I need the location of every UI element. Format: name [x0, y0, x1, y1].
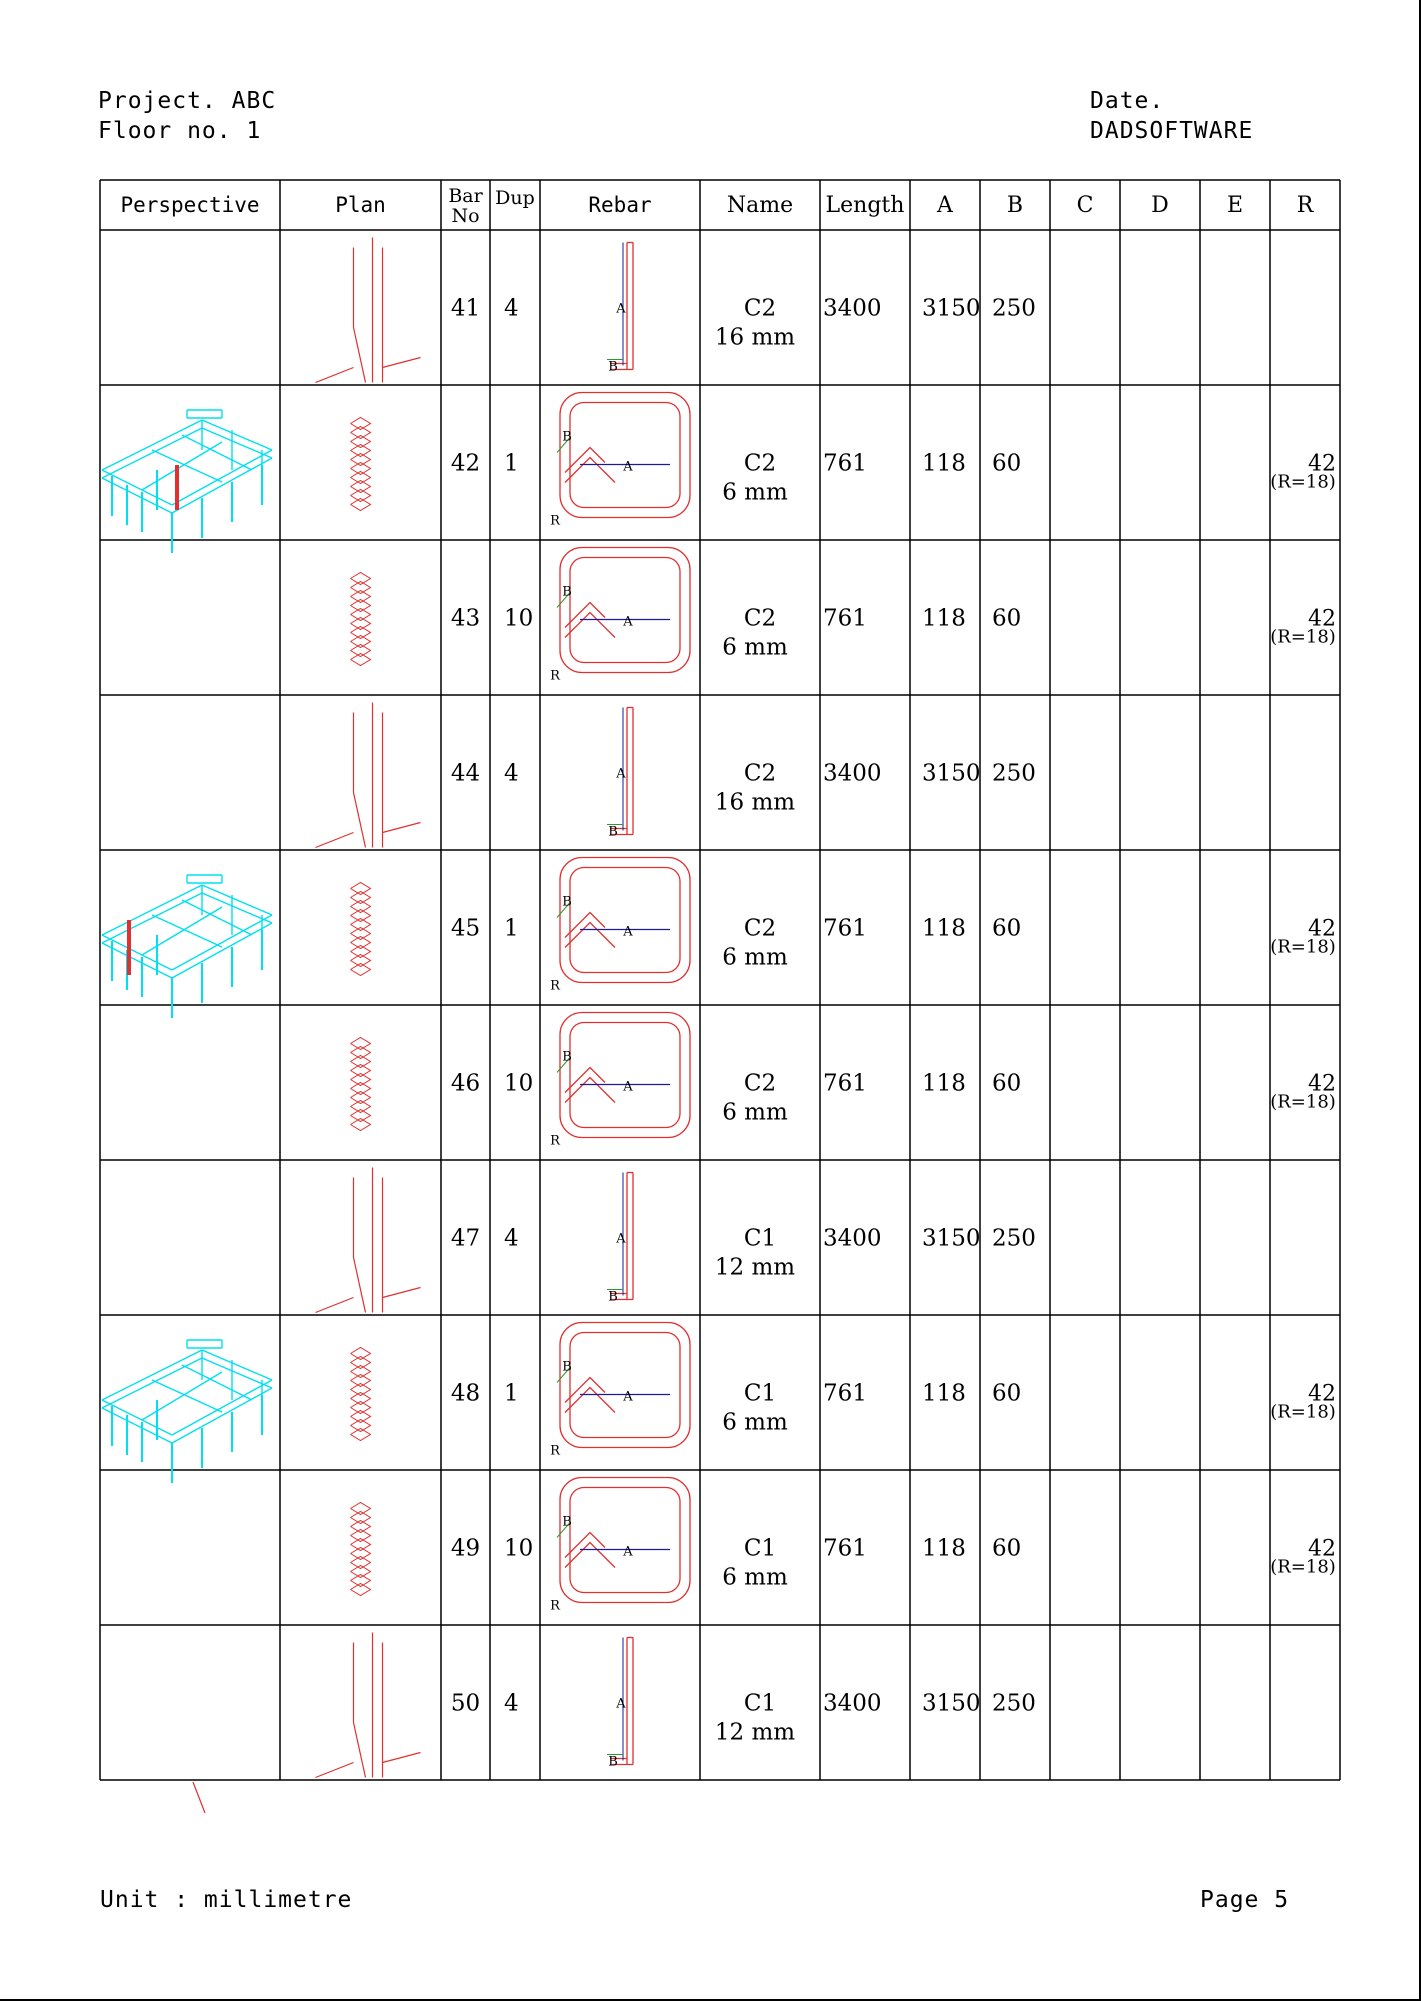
cell-bar-no: 43: [450, 605, 481, 632]
plan-tie: [351, 636, 371, 648]
plan-line: [383, 358, 421, 368]
cell-bar-no: 46: [450, 1070, 481, 1097]
plan-tie: [351, 1503, 371, 1515]
cell-dup: 1: [504, 450, 519, 477]
cell-diameter: 6 mm: [722, 479, 788, 506]
plan-tie-stack: [351, 1503, 371, 1596]
cell-dup: 10: [504, 1070, 534, 1097]
structure-beam: [182, 435, 252, 470]
plan-tie: [351, 1530, 371, 1542]
table-grid: [100, 180, 1340, 1780]
plan-tie: [351, 418, 371, 430]
plan-tie: [351, 1548, 371, 1560]
cell-dup: 10: [504, 1535, 534, 1562]
cell-name: C2: [743, 1070, 777, 1097]
cell-a: 3150: [922, 1225, 981, 1252]
plan-line: [354, 1258, 366, 1313]
structure-beam: [202, 885, 272, 915]
plan-tie: [351, 892, 371, 904]
plan-tie: [351, 1366, 371, 1378]
plan-line: [354, 1723, 366, 1778]
plan-tie: [351, 1539, 371, 1551]
company-label: DADSOFTWARE: [1090, 118, 1254, 144]
rebar-shape-l: [607, 1173, 633, 1305]
cell-a: 118: [922, 1380, 966, 1407]
plan-tie: [351, 883, 371, 895]
cell-name: C2: [743, 915, 777, 942]
cell-b: 250: [992, 295, 1036, 322]
structure-beam: [202, 420, 272, 450]
plan-tie: [351, 1521, 371, 1533]
plan-line: [316, 1298, 354, 1313]
cell-a: 3150: [922, 295, 981, 322]
table-row: [102, 393, 1336, 554]
plan-line: [316, 1763, 354, 1778]
plan-tie: [351, 436, 371, 448]
plan-tie: [351, 946, 371, 958]
stray-mark: [193, 1782, 205, 1813]
plan-tie: [351, 499, 371, 511]
plan-tie: [351, 1047, 371, 1059]
plan-tie: [351, 1411, 371, 1423]
table-row: [351, 1013, 1337, 1149]
tie-hook: [565, 913, 605, 938]
tie-hook: [565, 1388, 615, 1413]
plan-tie: [351, 964, 371, 976]
table-row: [102, 1323, 1336, 1484]
plan-tie: [351, 472, 371, 484]
rebar-shape-tie: [550, 1478, 690, 1614]
plan-tie: [351, 955, 371, 967]
cell-diameter: 6 mm: [722, 634, 788, 661]
plan-line: [383, 823, 421, 833]
plan-tie: [351, 1038, 371, 1050]
cell-length: 761: [823, 1535, 867, 1562]
tie-outer: [560, 858, 690, 983]
cell-a: 3150: [922, 1690, 981, 1717]
cell-diameter: 16 mm: [714, 789, 796, 816]
plan-tie: [351, 910, 371, 922]
structure-beam: [172, 915, 272, 970]
plan-l-bar: [316, 1633, 421, 1778]
cell-diameter: 12 mm: [714, 1254, 796, 1281]
rebar-label-b: B: [608, 1754, 618, 1770]
page-number: Page 5: [1200, 1887, 1290, 1913]
cell-name: C2: [743, 295, 777, 322]
tie-hook: [565, 448, 605, 473]
rebar-label-a: A: [623, 1079, 633, 1095]
cell-length: 3400: [823, 295, 882, 322]
table-row: [316, 1168, 1036, 1313]
rebar-label-b: B: [608, 824, 618, 840]
plan-line: [316, 368, 354, 383]
plan-tie: [351, 1348, 371, 1360]
plan-tie: [351, 654, 371, 666]
plan-l-bar: [316, 703, 421, 848]
plan-tie: [351, 609, 371, 621]
cell-r: 42: [1308, 1536, 1336, 1562]
plan-tie: [351, 645, 371, 657]
col-header-e: E: [1226, 193, 1244, 218]
cell-diameter: 12 mm: [714, 1719, 796, 1746]
structure-beam: [172, 1380, 272, 1435]
plan-tie: [351, 1557, 371, 1569]
plan-tie: [351, 1056, 371, 1068]
cell-name: C2: [743, 760, 777, 787]
plan-tie: [351, 1083, 371, 1095]
project-label: Project. ABC: [98, 88, 277, 114]
tie-hook: [565, 458, 615, 483]
plan-tie-stack: [351, 418, 371, 511]
cell-a: 118: [922, 605, 966, 632]
plan-tie: [351, 1393, 371, 1405]
table-row: [351, 548, 1337, 684]
plan-tie-stack: [351, 1038, 371, 1131]
perspective-drawing: [102, 1340, 272, 1483]
plan-tie: [351, 582, 371, 594]
cell-diameter: 6 mm: [722, 1099, 788, 1126]
plan-tie: [351, 618, 371, 630]
plan-tie: [351, 1584, 371, 1596]
rebar-label-b: B: [608, 1289, 618, 1305]
cell-r-sub: (R=18): [1270, 936, 1336, 958]
plan-tie: [351, 600, 371, 612]
table-row: [351, 1478, 1337, 1614]
table-row: [316, 238, 1036, 383]
plan-tie: [351, 591, 371, 603]
plan-tie: [351, 919, 371, 931]
cell-b: 250: [992, 1225, 1036, 1252]
rebar-label-a: A: [616, 301, 626, 317]
plan-tie: [351, 427, 371, 439]
structure-beam: [182, 900, 252, 935]
col-header-name: Name: [726, 193, 794, 218]
col-header-perspective: Perspective: [120, 193, 260, 217]
plan-tie-stack: [351, 1348, 371, 1441]
perspective-drawing: [102, 410, 272, 553]
cell-bar-no: 44: [450, 760, 481, 787]
cell-length: 761: [823, 1380, 867, 1407]
plan-tie: [351, 901, 371, 913]
col-header-bar: Bar: [448, 185, 483, 207]
cell-name: C1: [743, 1225, 777, 1252]
cell-name: C2: [743, 605, 777, 632]
cell-bar-no: 42: [450, 450, 481, 477]
plan-tie: [351, 463, 371, 475]
cell-r-sub: (R=18): [1270, 1401, 1336, 1423]
rebar-label-b: B: [562, 1514, 572, 1530]
tie-inner: [570, 1333, 680, 1438]
rebar-label-a: A: [623, 614, 633, 630]
rebar-label-b: B: [562, 1049, 572, 1065]
cell-r: 42: [1308, 1071, 1336, 1097]
cell-r-sub: (R=18): [1270, 1556, 1336, 1578]
col-header-r: R: [1296, 193, 1314, 218]
cell-r: 42: [1308, 451, 1336, 477]
rebar-shape-l: [607, 243, 633, 375]
cell-b: 60: [992, 450, 1022, 477]
rebar-label-r: R: [550, 1443, 560, 1459]
col-header-no: No: [451, 205, 480, 227]
rebar-label-r: R: [550, 1133, 560, 1149]
structure-beam: [202, 1350, 272, 1380]
rebar-label-r: R: [550, 1598, 560, 1614]
cell-a: 118: [922, 1535, 966, 1562]
rebar-shape-tie: [550, 1323, 690, 1459]
rebar-label-b: B: [562, 429, 572, 445]
plan-tie: [351, 1101, 371, 1113]
rebar-label-a: A: [616, 766, 626, 782]
tie-hook: [565, 1078, 615, 1103]
plan-l-bar: [316, 238, 421, 383]
cell-a: 118: [922, 1070, 966, 1097]
cell-r-sub: (R=18): [1270, 626, 1336, 648]
rebar-label-r: R: [550, 668, 560, 684]
structure-beam: [102, 428, 202, 478]
tie-hook: [565, 603, 605, 628]
unit-label: Unit : millimetre: [100, 1887, 353, 1913]
rebar-label-a: A: [623, 1544, 633, 1560]
rebar-label-b: B: [562, 894, 572, 910]
date-label: Date.: [1090, 88, 1165, 114]
tie-inner: [570, 558, 680, 663]
rebar-shape-tie: [550, 1013, 690, 1149]
cell-dup: 4: [504, 295, 519, 322]
tie-hook: [565, 923, 615, 948]
rebar-shape-tie: [550, 393, 690, 529]
cell-r: 42: [1308, 916, 1336, 942]
cell-b: 60: [992, 1535, 1022, 1562]
structure-beam: [102, 893, 202, 943]
plan-line: [383, 1288, 421, 1298]
tie-hook: [565, 1378, 605, 1403]
tie-hook: [565, 613, 615, 638]
cell-r: 42: [1308, 606, 1336, 632]
table-header: [120, 185, 1314, 227]
cell-r-sub: (R=18): [1270, 1091, 1336, 1113]
structure-beam: [172, 450, 272, 505]
cell-diameter: 6 mm: [722, 1409, 788, 1436]
table-row: [102, 858, 1336, 1019]
rebar-label-r: R: [550, 513, 560, 529]
cell-diameter: 6 mm: [722, 1564, 788, 1591]
cell-bar-no: 45: [450, 915, 481, 942]
rebar-shape-l: [607, 708, 633, 840]
cell-b: 60: [992, 605, 1022, 632]
plan-line: [354, 328, 366, 383]
plan-l-bar: [316, 1168, 421, 1313]
cell-bar-no: 48: [450, 1380, 481, 1407]
plan-tie: [351, 454, 371, 466]
cell-length: 761: [823, 1070, 867, 1097]
tie-inner: [570, 1023, 680, 1128]
rebar-label-r: R: [550, 978, 560, 994]
plan-line: [383, 1753, 421, 1763]
table-row: [316, 1633, 1036, 1778]
rebar-label-a: A: [623, 459, 633, 475]
table-row: [316, 703, 1036, 848]
cell-b: 60: [992, 915, 1022, 942]
rebar-shape-l: [607, 1638, 633, 1770]
tie-outer: [560, 548, 690, 673]
tie-outer: [560, 1013, 690, 1138]
plan-tie: [351, 1110, 371, 1122]
cell-b: 60: [992, 1380, 1022, 1407]
tie-inner: [570, 1488, 680, 1593]
col-header-c: C: [1076, 193, 1094, 218]
cell-bar-no: 49: [450, 1535, 481, 1562]
perspective-drawing: [102, 875, 272, 1018]
rebar-label-a: A: [616, 1696, 626, 1712]
plan-tie: [351, 573, 371, 585]
tie-hook: [565, 1068, 605, 1093]
plan-tie: [351, 490, 371, 502]
cell-a: 3150: [922, 760, 981, 787]
col-header-a: A: [937, 193, 953, 218]
rebar-label-b: B: [608, 359, 618, 375]
cell-diameter: 6 mm: [722, 944, 788, 971]
structure-beam: [182, 1365, 252, 1400]
plan-tie: [351, 1429, 371, 1441]
cell-name: C2: [743, 450, 777, 477]
col-header-plan: Plan: [335, 193, 386, 217]
plan-tie: [351, 1065, 371, 1077]
plan-tie: [351, 1384, 371, 1396]
plan-line: [354, 793, 366, 848]
rebar-label-a: A: [616, 1231, 626, 1247]
plan-line: [316, 833, 354, 848]
col-header-length: Length: [825, 193, 905, 218]
plan-tie: [351, 928, 371, 940]
cell-length: 3400: [823, 760, 882, 787]
cell-dup: 4: [504, 1225, 519, 1252]
col-header-rebar: Rebar: [588, 193, 652, 217]
tie-inner: [570, 403, 680, 508]
plan-tie: [351, 937, 371, 949]
floor-label: Floor no. 1: [98, 118, 262, 144]
rebar-label-a: A: [623, 1389, 633, 1405]
structure-beam: [102, 1358, 202, 1408]
cell-bar-no: 41: [450, 295, 481, 322]
plan-tie: [351, 1566, 371, 1578]
col-header-b: B: [1006, 193, 1024, 218]
cell-b: 60: [992, 1070, 1022, 1097]
tie-outer: [560, 1323, 690, 1448]
cell-bar-no: 47: [450, 1225, 481, 1252]
cell-length: 761: [823, 450, 867, 477]
tie-hook: [565, 1533, 605, 1558]
col-header-dup: Dup: [495, 187, 535, 209]
rebar-shape-tie: [550, 858, 690, 994]
plan-tie-stack: [351, 883, 371, 976]
cell-name: C1: [743, 1380, 777, 1407]
cell-a: 118: [922, 450, 966, 477]
cell-r: 42: [1308, 1381, 1336, 1407]
col-header-d: D: [1151, 193, 1169, 218]
cell-a: 118: [922, 915, 966, 942]
plan-tie: [351, 1074, 371, 1086]
tie-hook: [565, 1543, 615, 1568]
cell-dup: 4: [504, 760, 519, 787]
tie-inner: [570, 868, 680, 973]
cell-bar-no: 50: [450, 1690, 481, 1717]
plan-tie: [351, 1575, 371, 1587]
plan-tie: [351, 1375, 371, 1387]
cell-dup: 10: [504, 605, 534, 632]
plan-tie: [351, 445, 371, 457]
plan-tie: [351, 1402, 371, 1414]
cell-diameter: 16 mm: [714, 324, 796, 351]
plan-tie: [351, 481, 371, 493]
cell-r-sub: (R=18): [1270, 471, 1336, 493]
cell-length: 3400: [823, 1690, 882, 1717]
plan-tie: [351, 1420, 371, 1432]
cell-dup: 4: [504, 1690, 519, 1717]
cell-dup: 1: [504, 1380, 519, 1407]
tie-outer: [560, 393, 690, 518]
cell-length: 3400: [823, 1225, 882, 1252]
cell-length: 761: [823, 605, 867, 632]
plan-tie: [351, 1092, 371, 1104]
plan-tie: [351, 627, 371, 639]
rebar-shape-tie: [550, 548, 690, 684]
plan-tie: [351, 1119, 371, 1131]
tie-outer: [560, 1478, 690, 1603]
rebar-label-b: B: [562, 1359, 572, 1375]
cell-name: C1: [743, 1690, 777, 1717]
cell-dup: 1: [504, 915, 519, 942]
plan-tie: [351, 1357, 371, 1369]
cell-b: 250: [992, 760, 1036, 787]
cell-b: 250: [992, 1690, 1036, 1717]
plan-tie-stack: [351, 573, 371, 666]
rebar-label-a: A: [623, 924, 633, 940]
cell-name: C1: [743, 1535, 777, 1562]
cell-length: 761: [823, 915, 867, 942]
rebar-label-b: B: [562, 584, 572, 600]
plan-tie: [351, 1512, 371, 1524]
